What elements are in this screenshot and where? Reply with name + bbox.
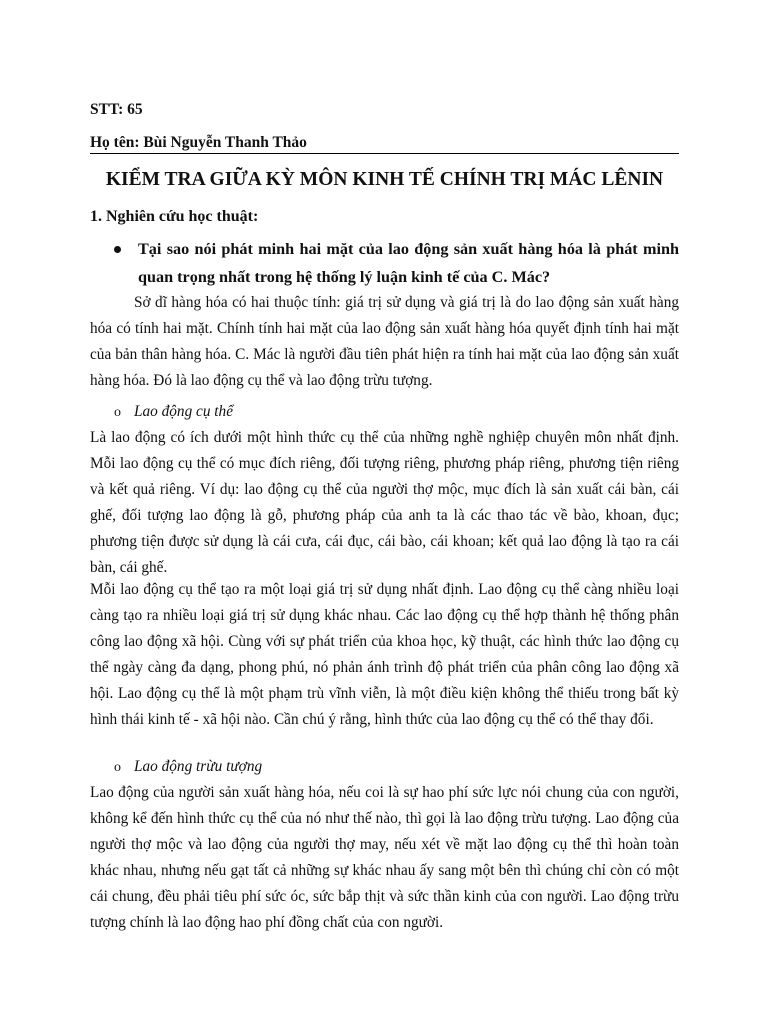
concrete-labor-paragraph-2: Mỗi lao động cụ thể tạo ra một loại giá trị sử dụng nhất định. Lao động cụ thể càng nhiều loại càng tạo ra nhiều loại giá trị sử dụng khác nhau. Các lao động cụ thể hợp thành hệ thống phân công lao động xã hội. Cùng với sự phát triển của khoa học, kỹ thuật, các hình thức lao động cụ thể ngày càng đa dạng, phong phú, nó phản ánh trình độ phát triển của phân công lao động xã hội. Lao động cụ thể là một phạm trù vĩnh viễn, là một điều kiện không thể thiếu trong bất kỳ hình thái kinh tế - xã hội nào. Cần chú ý rằng, hình thức của lao động cụ thể có thể thay đổi. — [90, 581, 679, 728]
abstract-labor-paragraph-1: Lao động của người sản xuất hàng hóa, nếu coi là sự hao phí sức lực nói chung của con người, không kể đến hình thức cụ thể của nó như thế nào, thì gọi là lao động trừu tượng. Lao động của người thợ mộc và lao động của người thợ may, nếu xét về mặt lao động cụ thể thì hoàn toàn khác nhau, nhưng nếu gạt tất cả những sự khác nhau ấy sang một bên thì chúng chỉ còn có một cái chung, đều phải tiêu phí sức óc, sức bắp thịt và sức thần kinh của con người. Lao động trừu tượng chính là lao động hao phí đồng chất của con người. — [90, 784, 679, 931]
subheading-concrete-labor — [114, 401, 233, 424]
subheading-abstract-labor — [114, 756, 262, 779]
student-name: Họ tên: Bùi Nguyễn Thanh Thảo — [90, 134, 307, 151]
section-heading: 1. Nghiên cứu học thuật: — [90, 208, 259, 225]
student-number: STT: 65 — [90, 101, 143, 118]
document-title: KIỂM TRA GIỮA KỲ MÔN KINH TẾ CHÍNH TRỊ MÁC LÊNIN — [105, 169, 664, 190]
question-bullet — [90, 235, 679, 291]
subheading-label: Lao động cụ thể — [134, 403, 233, 420]
subheading-label: Lao động trừu tượng — [134, 758, 263, 775]
header-divider — [90, 153, 679, 154]
bullet-icon — [114, 246, 121, 253]
intro-paragraph: Sở dĩ hàng hóa có hai thuộc tính: giá trị sử dụng và giá trị là do lao động sản xuất hàng hóa có tính hai mặt. Chính tính hai mặt của lao động sản xuất hàng hóa quyết định tính hai mặt của bản thân hàng hóa. C. Mác là người đầu tiên phát hiện ra tính hai mặt của lao động sản xuất hàng hóa. Đó là lao động cụ thể và lao động trừu tượng. — [90, 294, 679, 389]
circle-bullet-icon: o — [114, 405, 121, 420]
question-text: Tại sao nói phát minh hai mặt của lao động sản xuất hàng hóa là phát minh quan trọng nhất trong hệ thống lý luận kinh tế của C. Mác? — [138, 240, 679, 286]
concrete-labor-paragraph-1: Là lao động có ích dưới một hình thức cụ thể của những nghề nghiệp chuyên môn nhất định. Mỗi lao động cụ thể có mục đích riêng, đối tượng riêng, phương pháp riêng, phương tiện riêng và kết quả riêng. Ví dụ: lao động cụ thể của người thợ mộc, mục đích là sản xuất cái bàn, cái ghế, đối tượng lao động là gỗ, phương pháp của anh ta là các thao tác về bào, khoan, đục; phương tiện được sử dụng là cái cưa, cái đục, cái bào, cái khoan; kết quả lao động là tạo ra cái bàn, cái ghế. — [90, 429, 679, 576]
circle-bullet-icon: o — [114, 760, 121, 775]
